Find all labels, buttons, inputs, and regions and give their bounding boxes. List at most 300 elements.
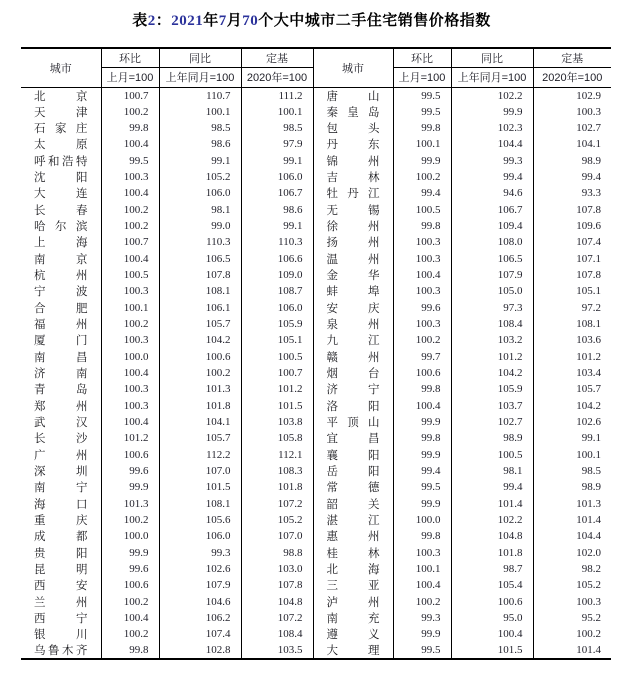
yoy-value-cell: 102.8 (159, 642, 241, 659)
yoy-value-cell: 101.2 (451, 348, 533, 364)
table-row (21, 185, 611, 201)
city-cell: 福州 (21, 316, 101, 332)
yoy-value-cell: 101.5 (159, 479, 241, 495)
table-row (21, 528, 611, 544)
yoy-value-cell: 106.0 (159, 528, 241, 544)
yoy-value-cell: 99.4 (451, 479, 533, 495)
table-row (21, 610, 611, 626)
base-value-cell: 103.4 (576, 366, 601, 379)
base-value-cell: 105.9 (241, 316, 313, 332)
mom-value-cell: 100.1 (393, 136, 451, 152)
yoy-value-cell: 105.2 (159, 169, 241, 185)
base-value-cell: 97.2 (581, 301, 601, 314)
city-cell: 锦州 (313, 152, 393, 168)
table-row (21, 136, 611, 152)
base-value-cell: 101.4 (576, 513, 601, 526)
mom-value-cell: 100.3 (393, 544, 451, 560)
table-row (21, 299, 611, 315)
table-row (21, 201, 611, 217)
base-value-cell: 107.8 (576, 203, 601, 216)
mom-value-cell: 99.5 (393, 87, 451, 104)
city-cell: 杭州 (21, 267, 101, 283)
mom-value-cell: 100.2 (101, 316, 159, 332)
page-title (0, 10, 623, 32)
yoy-value-cell: 101.3 (159, 381, 241, 397)
base-value-cell: 98.9 (581, 154, 601, 167)
mom-value-cell: 99.8 (393, 528, 451, 544)
base-value-cell: 99.1 (241, 152, 313, 168)
city-cell: 长春 (21, 201, 101, 217)
table-row (21, 348, 611, 364)
table-row (21, 283, 611, 299)
table-row (21, 512, 611, 528)
base-value-cell: 93.3 (581, 187, 601, 200)
base-value-cell: 103.5 (241, 642, 313, 659)
yoy-value-cell: 98.6 (159, 136, 241, 152)
title-text: 表 (132, 12, 148, 29)
table-row (21, 544, 611, 560)
base-value-cell: 98.8 (241, 544, 313, 560)
mom-value-cell: 99.8 (393, 430, 451, 446)
base-value-cell: 103.6 (576, 334, 601, 347)
yoy-value-cell: 98.1 (451, 463, 533, 479)
yoy-value-cell: 103.7 (451, 397, 533, 413)
base-value-cell: 105.2 (241, 512, 313, 528)
city-cell: 南京 (21, 250, 101, 266)
base-value-cell: 108.4 (241, 626, 313, 642)
yoy-value-cell: 99.0 (159, 218, 241, 234)
yoy-value-cell: 98.1 (159, 201, 241, 217)
mom-value-cell: 100.4 (393, 577, 451, 593)
table-row (21, 642, 611, 659)
city-cell: 无锡 (313, 201, 393, 217)
yoy-value-cell: 104.8 (451, 528, 533, 544)
city-cell: 洛阳 (313, 397, 393, 413)
mom-value-cell: 100.3 (393, 250, 451, 266)
mom-value-cell: 99.5 (101, 152, 159, 168)
city-cell: 银川 (21, 626, 101, 642)
table-row (21, 397, 611, 413)
yoy-value-cell: 110.3 (159, 234, 241, 250)
table-row (21, 169, 611, 185)
table-row (21, 626, 611, 642)
city-cell: 南宁 (21, 479, 101, 495)
yoy-value-cell: 102.2 (451, 87, 533, 104)
yoy-value-cell: 104.2 (451, 365, 533, 381)
city-cell: 韶关 (313, 495, 393, 511)
yoy-value-cell: 100.6 (159, 348, 241, 364)
base-value-cell: 104.4 (576, 530, 601, 543)
mom-value-cell: 99.9 (393, 446, 451, 462)
city-cell: 贵阳 (21, 544, 101, 560)
base-value-cell: 106.6 (241, 250, 313, 266)
base-value-cell: 107.2 (241, 610, 313, 626)
mom-value-cell: 100.4 (101, 365, 159, 381)
base-value-cell: 102.9 (576, 89, 601, 102)
mom-value-cell: 100.3 (393, 234, 451, 250)
table-row (21, 593, 611, 609)
city-cell: 海口 (21, 495, 101, 511)
yoy-value-cell: 100.5 (451, 446, 533, 462)
title-number: 7 (218, 13, 227, 29)
mom-value-cell: 100.6 (101, 446, 159, 462)
header-base-sub-left: 2020年=100 (241, 67, 313, 87)
table-row (21, 430, 611, 446)
city-cell: 兰州 (21, 593, 101, 609)
base-value-cell: 100.3 (576, 595, 601, 608)
base-value-cell: 105.8 (241, 430, 313, 446)
city-cell: 温州 (313, 250, 393, 266)
mom-value-cell: 100.4 (101, 610, 159, 626)
city-cell: 成都 (21, 528, 101, 544)
header-mom-left: 环比 (101, 48, 159, 67)
city-cell: 蚌埠 (313, 283, 393, 299)
table-row (21, 446, 611, 462)
mom-value-cell: 99.9 (393, 152, 451, 168)
yoy-value-cell: 101.5 (451, 642, 533, 659)
city-cell: 南充 (313, 610, 393, 626)
base-value-cell: 103.0 (241, 561, 313, 577)
title-text: 年 (203, 12, 219, 29)
city-cell: 石家庄 (21, 120, 101, 136)
table-row (21, 316, 611, 332)
yoy-value-cell: 102.6 (159, 561, 241, 577)
yoy-value-cell: 105.7 (159, 316, 241, 332)
base-value-cell: 100.3 (576, 105, 601, 118)
city-cell: 呼和浩特 (21, 152, 101, 168)
city-cell: 沈阳 (21, 169, 101, 185)
mom-value-cell: 99.9 (393, 495, 451, 511)
yoy-value-cell: 98.9 (451, 430, 533, 446)
base-value-cell: 99.1 (241, 218, 313, 234)
base-value-cell: 112.1 (241, 446, 313, 462)
mom-value-cell: 99.8 (393, 381, 451, 397)
mom-value-cell: 100.4 (101, 250, 159, 266)
title-text: 个大中城市二手住宅销售价格指数 (258, 12, 491, 29)
yoy-value-cell: 106.0 (159, 185, 241, 201)
mom-value-cell: 100.2 (101, 512, 159, 528)
base-value-cell: 100.1 (241, 104, 313, 120)
base-value-cell: 102.6 (576, 415, 601, 428)
mom-value-cell: 101.3 (101, 495, 159, 511)
city-cell: 北京 (21, 87, 101, 104)
base-value-cell: 101.5 (241, 397, 313, 413)
base-value-cell: 101.2 (576, 350, 601, 363)
table-row (21, 414, 611, 430)
header-city-left: 城市 (21, 48, 101, 87)
yoy-value-cell: 104.4 (451, 136, 533, 152)
yoy-value-cell: 99.9 (451, 104, 533, 120)
yoy-value-cell: 100.1 (159, 104, 241, 120)
yoy-value-cell: 106.5 (159, 250, 241, 266)
mom-value-cell: 100.3 (393, 316, 451, 332)
base-value-cell: 108.1 (576, 317, 601, 330)
city-cell: 青岛 (21, 381, 101, 397)
city-cell: 牡丹江 (313, 185, 393, 201)
title-number: 2021 (171, 13, 204, 29)
base-value-cell: 109.6 (576, 219, 601, 232)
mom-value-cell: 100.2 (101, 218, 159, 234)
yoy-value-cell: 108.4 (451, 316, 533, 332)
city-cell: 合肥 (21, 299, 101, 315)
header-base-right: 定基 (533, 48, 611, 67)
base-value-cell: 100.5 (241, 348, 313, 364)
mom-value-cell: 100.6 (393, 365, 451, 381)
table-row (21, 267, 611, 283)
header-mom-sub-left: 上月=100 (101, 67, 159, 87)
base-value-cell: 107.1 (576, 252, 601, 265)
mom-value-cell: 100.2 (393, 169, 451, 185)
city-cell: 乌鲁木齐 (21, 642, 101, 659)
yoy-value-cell: 99.3 (159, 544, 241, 560)
yoy-value-cell: 100.4 (451, 626, 533, 642)
city-cell: 丹东 (313, 136, 393, 152)
base-value-cell: 107.0 (241, 528, 313, 544)
city-cell: 厦门 (21, 332, 101, 348)
yoy-value-cell: 105.6 (159, 512, 241, 528)
city-cell: 安庆 (313, 299, 393, 315)
city-cell: 赣州 (313, 348, 393, 364)
mom-value-cell: 100.3 (101, 332, 159, 348)
yoy-value-cell: 103.2 (451, 332, 533, 348)
mom-value-cell: 100.5 (101, 267, 159, 283)
table-row (21, 250, 611, 266)
base-value-cell: 98.9 (581, 481, 601, 494)
mom-value-cell: 100.2 (101, 201, 159, 217)
base-value-cell: 110.3 (241, 234, 313, 250)
base-value-cell: 99.1 (581, 432, 601, 445)
header-base-sub-right: 2020年=100 (533, 67, 611, 87)
yoy-value-cell: 105.9 (451, 381, 533, 397)
table-row (21, 152, 611, 168)
yoy-value-cell: 105.7 (159, 430, 241, 446)
base-value-cell: 105.2 (576, 579, 601, 592)
city-cell: 郑州 (21, 397, 101, 413)
city-cell: 北海 (313, 561, 393, 577)
city-cell: 宁波 (21, 283, 101, 299)
city-cell: 吉林 (313, 169, 393, 185)
base-value-cell: 95.2 (581, 611, 601, 624)
city-cell: 烟台 (313, 365, 393, 381)
table-row (21, 495, 611, 511)
city-cell: 遵义 (313, 626, 393, 642)
table-row (21, 87, 611, 104)
mom-value-cell: 100.7 (101, 87, 159, 104)
mom-value-cell: 99.6 (101, 561, 159, 577)
table-row (21, 234, 611, 250)
header-base-left: 定基 (241, 48, 313, 67)
base-value-cell: 111.2 (241, 87, 313, 104)
city-cell: 重庆 (21, 512, 101, 528)
mom-value-cell: 100.2 (393, 593, 451, 609)
city-cell: 大连 (21, 185, 101, 201)
mom-value-cell: 100.0 (101, 348, 159, 364)
base-value-cell: 100.7 (241, 365, 313, 381)
city-cell: 湛江 (313, 512, 393, 528)
table-row (21, 120, 611, 136)
yoy-value-cell: 108.0 (451, 234, 533, 250)
base-value-cell: 103.8 (241, 414, 313, 430)
base-value-cell: 105.1 (576, 285, 601, 298)
mom-value-cell: 100.2 (393, 332, 451, 348)
table-row (21, 463, 611, 479)
mom-value-cell: 100.4 (393, 397, 451, 413)
table-body (21, 87, 611, 659)
mom-value-cell: 99.5 (393, 642, 451, 659)
price-index-table (21, 47, 611, 660)
yoy-value-cell: 101.8 (451, 544, 533, 560)
base-value-cell: 108.7 (241, 283, 313, 299)
city-cell: 上海 (21, 234, 101, 250)
header-yoy-sub-right: 上年同月=100 (451, 67, 533, 87)
yoy-value-cell: 108.1 (159, 495, 241, 511)
base-value-cell: 100.2 (576, 628, 601, 641)
base-value-cell: 107.2 (241, 495, 313, 511)
mom-value-cell: 100.3 (101, 397, 159, 413)
yoy-value-cell: 107.9 (159, 577, 241, 593)
mom-value-cell: 100.2 (101, 593, 159, 609)
city-cell: 深圳 (21, 463, 101, 479)
mom-value-cell: 99.9 (101, 479, 159, 495)
city-cell: 襄阳 (313, 446, 393, 462)
mom-value-cell: 100.4 (101, 185, 159, 201)
city-cell: 济宁 (313, 381, 393, 397)
base-value-cell: 98.5 (581, 464, 601, 477)
yoy-value-cell: 106.5 (451, 250, 533, 266)
mom-value-cell: 99.9 (393, 414, 451, 430)
table-row (21, 218, 611, 234)
mom-value-cell: 99.8 (393, 120, 451, 136)
yoy-value-cell: 94.6 (451, 185, 533, 201)
yoy-value-cell: 98.7 (451, 561, 533, 577)
mom-value-cell: 100.7 (101, 234, 159, 250)
table-row (21, 332, 611, 348)
city-cell: 唐山 (313, 87, 393, 104)
base-value-cell: 98.6 (241, 201, 313, 217)
city-cell: 包头 (313, 120, 393, 136)
yoy-value-cell: 100.2 (159, 365, 241, 381)
base-value-cell: 108.3 (241, 463, 313, 479)
mom-value-cell: 101.2 (101, 430, 159, 446)
base-value-cell: 104.8 (241, 593, 313, 609)
mom-value-cell: 100.6 (101, 577, 159, 593)
yoy-value-cell: 104.1 (159, 414, 241, 430)
city-cell: 西宁 (21, 610, 101, 626)
yoy-value-cell: 109.4 (451, 218, 533, 234)
mom-value-cell: 100.2 (101, 626, 159, 642)
mom-value-cell: 100.4 (101, 414, 159, 430)
mom-value-cell: 100.0 (393, 512, 451, 528)
yoy-value-cell: 99.3 (451, 152, 533, 168)
yoy-value-cell: 102.7 (451, 414, 533, 430)
mom-value-cell: 99.8 (393, 218, 451, 234)
city-cell: 广州 (21, 446, 101, 462)
base-value-cell: 107.8 (241, 577, 313, 593)
yoy-value-cell: 99.1 (159, 152, 241, 168)
yoy-value-cell: 102.3 (451, 120, 533, 136)
city-cell: 平顶山 (313, 414, 393, 430)
base-value-cell: 101.8 (241, 479, 313, 495)
city-cell: 徐州 (313, 218, 393, 234)
yoy-value-cell: 100.6 (451, 593, 533, 609)
base-value-cell: 107.4 (576, 236, 601, 249)
yoy-value-cell: 97.3 (451, 299, 533, 315)
yoy-value-cell: 108.1 (159, 283, 241, 299)
table-row (21, 479, 611, 495)
title-number: 2 (147, 13, 156, 29)
yoy-value-cell: 107.8 (159, 267, 241, 283)
base-value-cell: 101.4 (576, 644, 601, 657)
yoy-value-cell: 101.8 (159, 397, 241, 413)
base-value-cell: 101.2 (241, 381, 313, 397)
header-yoy-sub-left: 上年同月=100 (159, 67, 241, 87)
yoy-value-cell: 104.2 (159, 332, 241, 348)
mom-value-cell: 99.5 (393, 104, 451, 120)
table-row (21, 381, 611, 397)
yoy-value-cell: 101.4 (451, 495, 533, 511)
base-value-cell: 105.1 (241, 332, 313, 348)
base-value-cell: 104.1 (576, 138, 601, 151)
base-value-cell: 106.7 (241, 185, 313, 201)
mom-value-cell: 100.3 (101, 381, 159, 397)
base-value-cell: 109.0 (241, 267, 313, 283)
yoy-value-cell: 105.0 (451, 283, 533, 299)
mom-value-cell: 100.4 (393, 267, 451, 283)
mom-value-cell: 100.3 (101, 169, 159, 185)
city-cell: 宜昌 (313, 430, 393, 446)
city-cell: 南昌 (21, 348, 101, 364)
city-cell: 秦皇岛 (313, 104, 393, 120)
mom-value-cell: 99.8 (101, 120, 159, 136)
base-value-cell: 99.4 (581, 170, 601, 183)
city-cell: 泉州 (313, 316, 393, 332)
mom-value-cell: 100.4 (101, 136, 159, 152)
mom-value-cell: 99.5 (393, 479, 451, 495)
yoy-value-cell: 102.2 (451, 512, 533, 528)
yoy-value-cell: 107.9 (451, 267, 533, 283)
city-cell: 惠州 (313, 528, 393, 544)
header-mom-right: 环比 (393, 48, 451, 67)
title-number: 70 (242, 13, 259, 29)
base-value-cell: 106.0 (241, 299, 313, 315)
yoy-value-cell: 107.4 (159, 626, 241, 642)
table-row (21, 577, 611, 593)
mom-value-cell: 100.2 (101, 104, 159, 120)
base-value-cell: 98.2 (581, 562, 601, 575)
yoy-value-cell: 106.7 (451, 201, 533, 217)
table-row (21, 365, 611, 381)
base-value-cell: 105.7 (576, 383, 601, 396)
table-header (21, 48, 611, 87)
city-cell: 桂林 (313, 544, 393, 560)
header-city-right: 城市 (313, 48, 393, 87)
city-cell: 岳阳 (313, 463, 393, 479)
yoy-value-cell: 112.2 (159, 446, 241, 462)
city-cell: 济南 (21, 365, 101, 381)
base-value-cell: 98.5 (241, 120, 313, 136)
mom-value-cell: 100.0 (101, 528, 159, 544)
title-text: 月 (226, 12, 243, 29)
yoy-value-cell: 106.2 (159, 610, 241, 626)
yoy-value-cell: 105.4 (451, 577, 533, 593)
mom-value-cell: 99.9 (101, 544, 159, 560)
base-value-cell: 102.7 (576, 121, 601, 134)
city-cell: 九江 (313, 332, 393, 348)
yoy-value-cell: 110.7 (159, 87, 241, 104)
base-value-cell: 97.9 (241, 136, 313, 152)
header-mom-sub-right: 上月=100 (393, 67, 451, 87)
city-cell: 昆明 (21, 561, 101, 577)
